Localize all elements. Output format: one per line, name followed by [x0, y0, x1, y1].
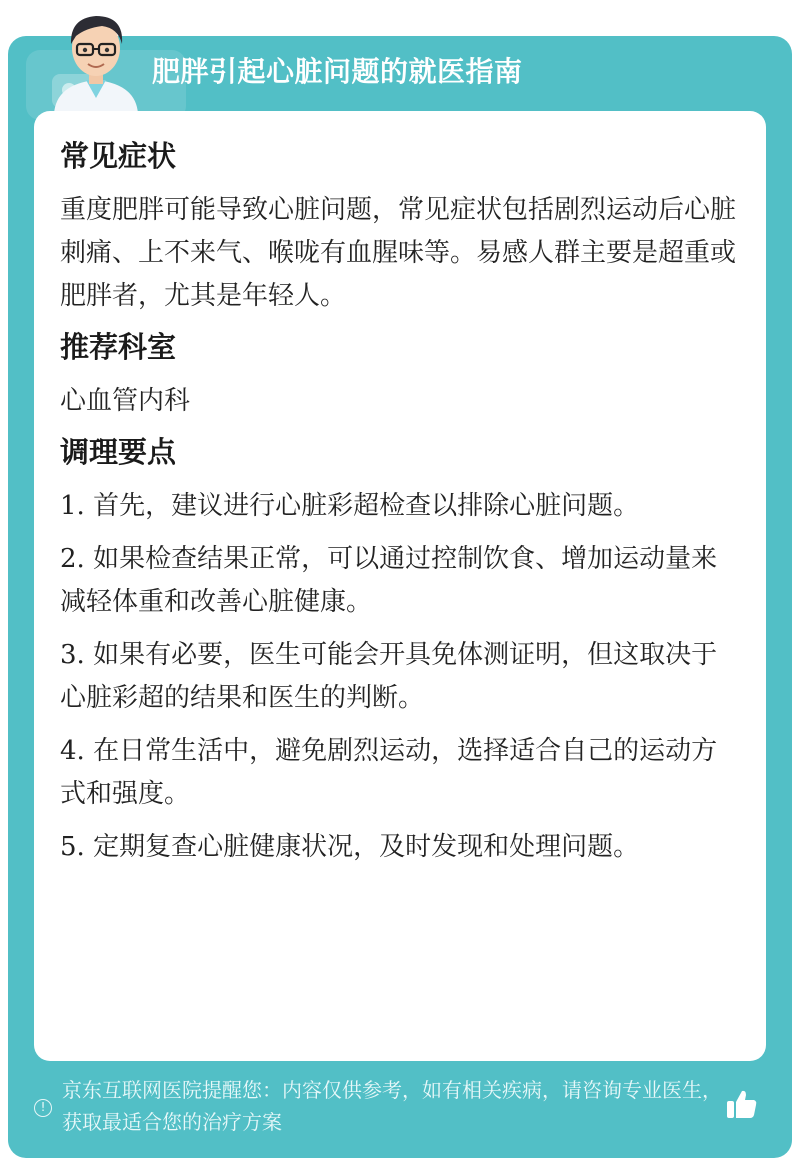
list-item — [60, 538, 740, 624]
list-item — [60, 826, 740, 869]
disclaimer-text: 京东互联网医院提醒您：内容仅供参考，如有相关疾病，请咨询专业医生，获取最适合您的治疗方案 — [62, 1078, 722, 1134]
section-title-symptoms: 常见症状 — [60, 139, 177, 173]
list-text: 在日常生活中，避免剧烈运动，选择适合自己的运动方式和强度。 — [60, 736, 718, 809]
page-title: 肥胖引起心脏问题的就医指南 — [152, 55, 523, 88]
thumbs-up-icon[interactable] — [724, 1086, 760, 1122]
list-item — [60, 485, 740, 528]
disclaimer-footer — [34, 1074, 734, 1138]
list-text: 首先，建议进行心脏彩超检查以排除心脏问题。 — [93, 491, 640, 521]
list-item — [60, 634, 740, 720]
list-number: 4. — [60, 736, 85, 766]
list-item — [60, 730, 740, 816]
section-title-department: 推荐科室 — [60, 330, 177, 364]
info-icon: ! — [34, 1099, 52, 1117]
symptoms-text: 重度肥胖可能导致心脏问题，常见症状包括剧烈运动后心脏刺痛、上不来气、喉咙有血腥味等。易感人群主要是超重或肥胖者，尤其是年轻人。 — [60, 195, 737, 311]
section-title-care: 调理要点 — [60, 435, 177, 469]
list-text: 如果检查结果正常，可以通过控制饮食、增加运动量来减轻体重和改善心脏健康。 — [60, 544, 718, 617]
list-number: 3. — [60, 640, 85, 670]
list-text: 定期复查心脏健康状况，及时发现和处理问题。 — [93, 832, 640, 862]
content-card — [34, 111, 766, 1061]
list-text: 如果有必要，医生可能会开具免体测证明，但这取决于心脏彩超的结果和医生的判断。 — [60, 640, 718, 713]
doctor-avatar-icon — [46, 6, 146, 114]
list-number: 1. — [60, 491, 85, 521]
list-number: 5. — [60, 832, 85, 862]
list-number: 2. — [60, 544, 85, 574]
department-text: 心血管内科 — [60, 386, 191, 416]
